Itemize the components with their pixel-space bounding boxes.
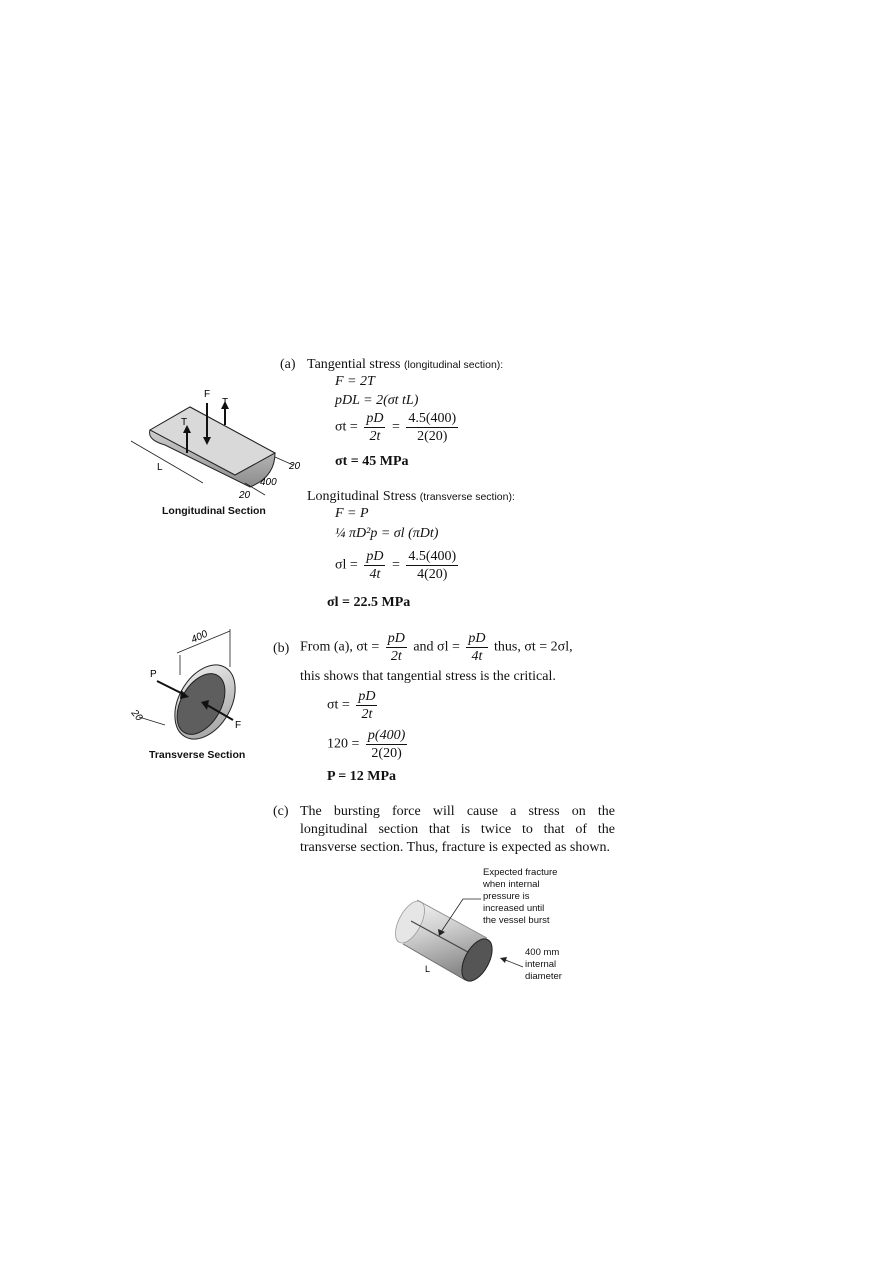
label-l: L — [425, 964, 431, 974]
note-line: the vessel burst — [483, 915, 550, 926]
dim-20-right: 20 — [289, 461, 301, 472]
fraction-denominator: 4t — [369, 567, 381, 582]
fraction-pd-2t — [356, 688, 377, 723]
leader-diameter-arrowhead — [500, 957, 507, 963]
fraction-numerator: pD — [387, 631, 405, 646]
tangential-stress-title: Tangential stress — [307, 357, 401, 372]
label-l: L — [157, 462, 163, 473]
label-t-right: T — [222, 397, 229, 408]
note-line: diameter — [525, 971, 562, 982]
fraction-denominator: 2(20) — [371, 746, 402, 761]
equation-120 — [327, 727, 410, 762]
fraction-pd-2t — [386, 630, 407, 665]
part-b-first-line — [300, 630, 573, 665]
longitudinal-section-figure — [125, 385, 305, 500]
part-c-label: (c) — [273, 804, 289, 819]
leader-fracture — [441, 899, 481, 932]
equation-f-2t: F = 2T — [335, 374, 375, 389]
part-a-heading — [307, 356, 503, 374]
fraction-pd-4t — [466, 630, 487, 665]
transverse-section-caption: Transverse Section — [149, 749, 246, 761]
longitudinal-stress-heading — [307, 488, 515, 506]
fraction-numerator: pD — [358, 689, 376, 704]
note-line: Expected fracture — [483, 867, 558, 878]
fraction-p400 — [366, 727, 407, 762]
equation-f-p: F = P — [335, 506, 369, 521]
equation-sigma-t-b — [327, 688, 380, 723]
dim-400: 400 — [260, 477, 277, 488]
label-p: P — [150, 669, 157, 680]
label-f: F — [204, 389, 211, 400]
transverse-section-figure — [125, 625, 255, 750]
leader-fracture-arrowhead — [438, 929, 445, 936]
note-line: 400 mm — [525, 947, 560, 958]
dim-20: 20 — [128, 707, 145, 724]
equation-sigma-l — [335, 548, 461, 583]
equals-sign: = — [391, 419, 400, 435]
equation-120-lhs: 120 = — [327, 736, 360, 752]
equals-sign: = — [391, 557, 400, 573]
dim-20-bottom: 20 — [239, 490, 251, 500]
note-line: internal — [525, 959, 557, 970]
fraction-numerator: pD — [366, 549, 384, 564]
note-line: when internal — [483, 879, 540, 890]
result-sigma-t: σt = 45 MPa — [335, 454, 409, 469]
label-f: F — [235, 720, 242, 731]
part-b-text-1: From (a), σt = — [300, 639, 380, 655]
fraction-numerator: pD — [366, 411, 384, 426]
equation-pdl: pDL = 2(σt tL) — [335, 393, 419, 408]
longitudinal-stress-title: Longitudinal Stress — [307, 489, 417, 504]
fraction-denominator: 4(20) — [417, 567, 448, 582]
sigma-t-lhs: σt = — [335, 419, 358, 435]
result-p: P = 12 MPa — [327, 769, 397, 784]
diameter-note — [525, 947, 562, 983]
note-line: increased until — [483, 903, 545, 914]
longitudinal-section-caption: Longitudinal Section — [162, 505, 266, 517]
longitudinal-stress-note: (transverse section): — [419, 491, 515, 503]
part-b-text-2: and σl = — [413, 639, 460, 655]
equation-sigma-t — [335, 410, 461, 445]
part-b-label: (b) — [273, 641, 290, 656]
part-b-second-line: this shows that tangential stress is the critical. — [300, 669, 556, 684]
fraction-numerator: pD — [468, 631, 486, 646]
sigma-l-lhs: σl = — [335, 557, 358, 573]
result-sigma-l: σl = 22.5 MPa — [327, 595, 411, 610]
fraction-pd-2t — [364, 410, 385, 445]
dim-400: 400 — [189, 628, 210, 646]
fraction-values — [406, 548, 458, 583]
fraction-denominator: 2t — [390, 649, 402, 664]
part-b-text-3: thus, σt = 2σl, — [494, 639, 573, 655]
fraction-pd-4t — [364, 548, 385, 583]
tangential-stress-note: (longitudinal section): — [404, 359, 504, 371]
label-t-left: T — [181, 417, 188, 428]
fraction-numerator: 4.5(400) — [408, 411, 457, 426]
part-c-paragraph: The bursting force will cause a stress on the longitudinal section that is twice to that of the transverse section. Thus, fracture is expected as shown. — [300, 804, 615, 855]
fraction-values — [406, 410, 458, 445]
note-line: pressure is — [483, 891, 530, 902]
fraction-denominator: 4t — [471, 649, 483, 664]
leader-diameter — [503, 959, 523, 967]
part-a-label: (a) — [280, 357, 296, 372]
fraction-denominator: 2(20) — [417, 429, 448, 444]
fracture-note — [483, 867, 557, 927]
sigma-t-lhs: σt = — [327, 697, 350, 713]
equation-area-balance: ¼ πD²p = σl (πDt) — [335, 526, 439, 541]
fraction-denominator: 2t — [369, 429, 381, 444]
fraction-numerator: p(400) — [367, 728, 406, 743]
dimension-line-20 — [139, 717, 165, 725]
fraction-numerator: 4.5(400) — [408, 549, 457, 564]
fraction-denominator: 2t — [361, 707, 373, 722]
